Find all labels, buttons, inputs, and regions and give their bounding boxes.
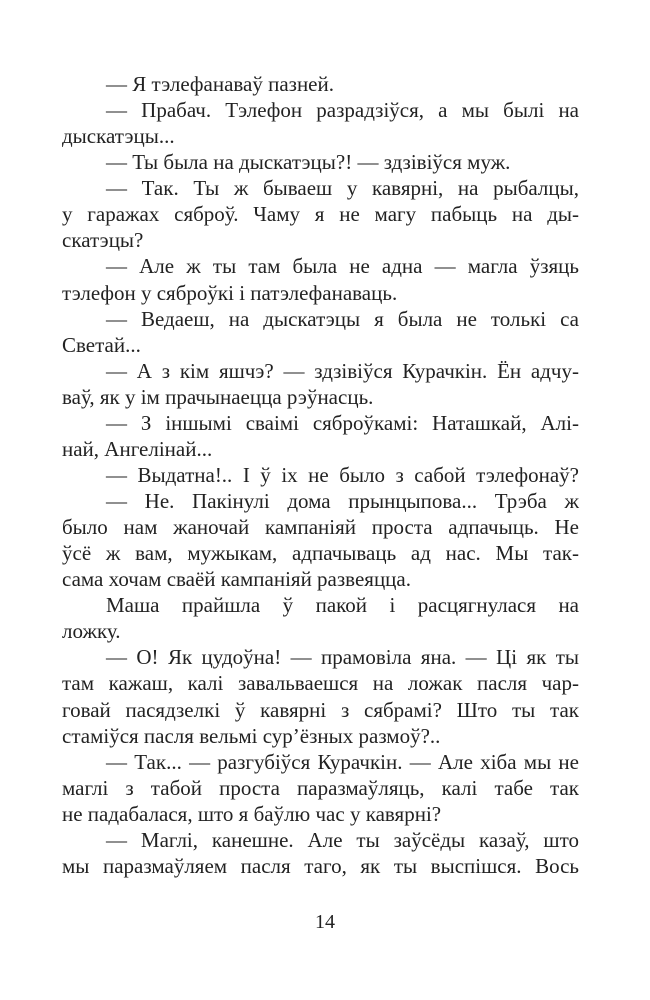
text-line: говай пасядзелкі ў кавярні з сябрамі? Што ты так — [62, 697, 579, 722]
text-line: — Ведаеш, на дыскатэцы я была не толькі са — [106, 306, 579, 331]
text-line: мы паразмаўляем пасля таго, як ты выспішся. Вось — [62, 853, 579, 878]
text-line: маглі з табой проста паразмаўляць, калі табе так — [62, 775, 579, 800]
text-line: — Выдатна!.. І ў іх не было з сабой тэлефонаў? — [106, 462, 579, 487]
text-line: сама хочам сваёй кампаніяй развеяцца. — [62, 567, 411, 592]
text-line: Маша прайшла ў пакой і расцягнулася на — [106, 593, 579, 618]
text-line: скатэцы? — [62, 228, 144, 253]
text-line: най, Ангелінай... — [62, 436, 213, 461]
text-line: тэлефон у сяброўкі і патэлефанаваць. — [62, 280, 398, 305]
page-footer — [0, 909, 650, 935]
text-line: не падабалася, што я баўлю час у кавярні? — [62, 801, 442, 826]
text-line: — О! Як цудоўна! — прамовіла яна. — Ці як ты — [106, 645, 579, 670]
text-line: — Я тэлефанаваў пазней. — [106, 72, 334, 96]
text-line: — Не. Пакінулі дома прынцыпова... Трэба ж — [106, 489, 579, 513]
page-number: 14 — [315, 911, 335, 933]
text-line: у гаражах сяброў. Чаму я не магу пабыць на ды- — [62, 202, 579, 227]
text-line: там кажаш, калі завальваешся на ложак пасля чар- — [62, 671, 579, 696]
text-line: — З іншымі сваімі сяброўкамі: Наташкай, Алі- — [106, 410, 579, 435]
text-line: — Маглі, канешне. Але ты заўсёды казаў, што — [106, 827, 579, 852]
text-line: стаміўся пасля вельмі сур’ёзных размоў?.. — [62, 723, 441, 748]
text-line: ложку. — [62, 619, 121, 644]
text-line: — А з кім яшчэ? — здзівіўся Курачкін. Ён адчу- — [106, 358, 579, 383]
text-line: — Ты была на дыскатэцы?! — здзівіўся муж. — [106, 150, 511, 175]
text-line: — Прабач. Тэлефон разрадзіўся, а мы былі на — [106, 98, 579, 123]
text-line: — Так... — разгубіўся Курачкін. — Але хіба мы не — [106, 749, 579, 774]
text-line: дыскатэцы... — [62, 124, 175, 149]
text-line: было нам жаночай кампаніяй проста адпачыць. Не — [62, 515, 579, 540]
text-line: ўсё ж вам, мужыкам, адпачываць ад нас. Мы так- — [62, 541, 579, 566]
page-text — [62, 71, 579, 879]
text-line: — Але ж ты там была не адна — магла ўзяць — [106, 254, 579, 279]
text-line: — Так. Ты ж бываеш у кавярні, на рыбалцы, — [106, 176, 579, 201]
text-line: Светай... — [62, 332, 141, 357]
text-line: ваў, як у ім прачынаецца рэўнасць. — [62, 384, 374, 409]
